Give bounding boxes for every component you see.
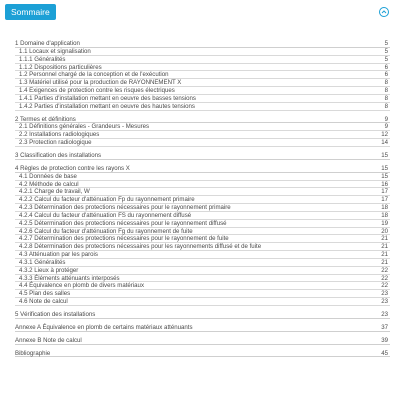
toc-entry-label: Annexe A Équivalence en plomb de certains matériaux atténuants	[15, 323, 193, 331]
table-of-contents	[15, 40, 390, 357]
toc-entry-page: 5	[384, 47, 388, 55]
toc-subsection-entry[interactable]	[15, 212, 390, 220]
toc-section	[15, 116, 390, 147]
toc-entry-page: 15	[381, 164, 388, 172]
toc-subsection-entry[interactable]	[15, 196, 390, 204]
toc-entry-label: 2.3 Protection radiologique	[19, 139, 92, 147]
toc-section	[15, 311, 390, 319]
toc-entry-page: 6	[384, 71, 388, 79]
toc-section-entry[interactable]	[15, 116, 390, 124]
toc-subsection-entry[interactable]	[15, 173, 390, 181]
toc-entry-page: 17	[381, 188, 388, 196]
toc-entry-page: 21	[381, 258, 388, 266]
toc-entry-label: 4.3.3 Éléments atténuants interposés	[19, 274, 120, 282]
toc-entry-page: 23	[381, 298, 388, 306]
toc-entry-page: 9	[384, 115, 388, 123]
toc-entry-label: 4.2.8 Détermination des protections nécessaires pour les rayonnements diffusé et de fuite	[19, 243, 262, 251]
toc-subsection-entry[interactable]	[15, 290, 390, 298]
toc-section	[15, 337, 390, 345]
toc-entry-label: Annexe B Note de calcul	[15, 336, 82, 344]
toc-subsection-entry[interactable]	[15, 228, 390, 236]
toc-subsection-entry[interactable]	[15, 235, 390, 243]
toc-entry-label: 4.2.1 Charge de travail, W	[19, 188, 90, 196]
toc-entry-label: 5 Vérification des installations	[15, 311, 96, 318]
toc-subsection-entry[interactable]	[15, 131, 390, 139]
toc-entry-label: 4.4 Équivalence en plomb de divers matériaux	[19, 282, 144, 290]
toc-entry-page: 6	[384, 63, 388, 71]
toc-subsection-entry[interactable]	[15, 48, 390, 56]
toc-section	[15, 152, 390, 160]
toc-entry-page: 15	[381, 172, 388, 180]
toc-entry-page: 14	[381, 139, 388, 147]
toc-entry-label: 4.2.6 Calcul du facteur d'atténuation Fg du rayonnement de fuite	[19, 227, 193, 235]
toc-entry-label: 4.1 Données de base	[19, 172, 77, 180]
toc-entry-page: 17	[381, 196, 388, 204]
toc-entry-label: 4 Règles de protection contre les rayons X	[15, 164, 130, 172]
toc-entry-label: 4.5 Plan des salles	[19, 290, 71, 298]
toc-entry-label: 4.2.2 Calcul du facteur d'atténuation Fp du rayonnement primaire	[19, 196, 195, 204]
toc-subsection-entry[interactable]	[15, 220, 390, 228]
toc-subsection-entry[interactable]	[15, 87, 390, 95]
toc-section-entry[interactable]	[15, 165, 390, 173]
toc-entry-label: 2.2 Installations radiologiques	[19, 131, 100, 139]
toc-subsection-entry[interactable]	[15, 188, 390, 196]
toc-entry-page: 8	[384, 94, 388, 102]
toc-entry-label: 1 Domaine d'application	[15, 40, 80, 47]
toc-entry-label: 4.2.5 Détermination des protections nécessaires pour le rayonnement diffusé	[19, 219, 227, 227]
toc-entry-page: 9	[384, 123, 388, 131]
toc-entry-label: 4.2 Méthode de calcul	[19, 180, 79, 188]
toc-entry-label: 4.3 Atténuation par les parois	[19, 251, 98, 259]
toc-entry-page: 22	[381, 266, 388, 274]
toc-entry-label: 1.4 Exigences de protection contre les risques électriques	[19, 87, 175, 95]
toc-entry-label: 4.6 Note de calcul	[19, 298, 68, 306]
toc-entry-page: 20	[381, 227, 388, 235]
toc-header	[4, 4, 392, 26]
toc-subsection-entry[interactable]	[15, 259, 390, 267]
toc-entry-page: 45	[381, 349, 388, 357]
toc-entry-page: 5	[384, 40, 388, 47]
toc-entry-page: 19	[381, 219, 388, 227]
toc-subsection-entry[interactable]	[15, 71, 390, 79]
toc-entry-page: 22	[381, 274, 388, 282]
toc-entry-page: 8	[384, 87, 388, 95]
toc-entry-page: 15	[381, 151, 388, 159]
toc-entry-label: 1.2 Personnel chargé de la conception et de l'exécution	[19, 71, 169, 79]
toc-entry-page: 22	[381, 282, 388, 290]
toc-entry-page: 23	[381, 290, 388, 298]
toc-entry-page: 8	[384, 102, 388, 110]
toc-entry-page: 21	[381, 251, 388, 259]
toc-section-entry[interactable]	[15, 337, 390, 345]
toc-entry-label: 1.4.1 Parties d'installation mettant en oeuvre des basses tensions	[19, 94, 196, 102]
toc-entry-page: 21	[381, 243, 388, 251]
toc-subsection-entry[interactable]	[15, 103, 390, 111]
toc-section	[15, 324, 390, 332]
toc-entry-label: 4.2.7 Détermination des protections nécessaires pour le rayonnement de fuite	[19, 235, 229, 243]
toc-entry-label: 1.4.2 Parties d'installation mettant en oeuvre des hautes tensions	[19, 102, 195, 110]
toc-subsection-entry[interactable]	[15, 282, 390, 290]
toc-entry-label: 1.1 Locaux et signalisation	[19, 47, 91, 55]
toc-subsection-entry[interactable]	[15, 79, 390, 87]
toc-entry-page: 18	[381, 204, 388, 212]
chevron-up-circle-icon[interactable]	[379, 7, 389, 17]
toc-entry-page: 39	[381, 336, 388, 344]
toc-entry-label: 4.2.4 Calcul du facteur d'atténuation FS du rayonnement diffusé	[19, 211, 192, 219]
toc-entry-label: 2.1 Définitions générales - Grandeurs - Mesures	[19, 123, 150, 131]
toc-section-entry[interactable]	[15, 350, 390, 358]
toc-subsection-entry[interactable]	[15, 64, 390, 72]
toc-subsection-entry[interactable]	[15, 298, 390, 306]
toc-entry-page: 12	[381, 131, 388, 139]
toc-entry-label: 1.1.1 Généralités	[19, 55, 66, 63]
sommaire-button[interactable]: Sommaire	[5, 4, 56, 20]
toc-entry-page: 18	[381, 211, 388, 219]
toc-entry-label: 2 Termes et définitions	[15, 115, 76, 123]
toc-section-entry[interactable]	[15, 152, 390, 160]
toc-subsection-entry[interactable]	[15, 139, 390, 147]
toc-subsection-entry[interactable]	[15, 95, 390, 103]
toc-entry-page: 21	[381, 235, 388, 243]
toc-entry-page: 37	[381, 323, 388, 331]
toc-subsection-entry[interactable]	[15, 181, 390, 189]
toc-section-entry[interactable]	[15, 311, 390, 319]
toc-section-entry[interactable]	[15, 324, 390, 332]
toc-entry-label: 4.3.1 Généralités	[19, 258, 66, 266]
toc-entry-label: 4.3.2 Lieux à protéger	[19, 266, 79, 274]
toc-entry-label: 1.3 Matériel utilisé pour la production de RAYONNEMENT X	[19, 79, 182, 87]
toc-subsection-entry[interactable]	[15, 267, 390, 275]
toc-entry-label: 1.1.2 Dispositions particulières	[19, 63, 102, 71]
toc-section	[15, 40, 390, 111]
toc-subsection-entry[interactable]	[15, 123, 390, 131]
toc-entry-page: 23	[381, 311, 388, 318]
toc-entry-label: 4.2.3 Détermination des protections nécessaires pour le rayonnement primaire	[19, 204, 231, 212]
toc-section-entry[interactable]	[15, 40, 390, 48]
toc-entry-label: 3 Classification des installations	[15, 151, 102, 159]
toc-section	[15, 165, 390, 306]
toc-subsection-entry[interactable]	[15, 56, 390, 64]
toc-entry-page: 16	[381, 180, 388, 188]
toc-section	[15, 350, 390, 358]
toc-entry-page: 8	[384, 79, 388, 87]
toc-entry-page: 5	[384, 55, 388, 63]
toc-subsection-entry[interactable]	[15, 251, 390, 259]
toc-subsection-entry[interactable]	[15, 275, 390, 283]
toc-entry-label: Bibliographie	[15, 349, 51, 357]
toc-subsection-entry[interactable]	[15, 204, 390, 212]
toc-subsection-entry[interactable]	[15, 243, 390, 251]
